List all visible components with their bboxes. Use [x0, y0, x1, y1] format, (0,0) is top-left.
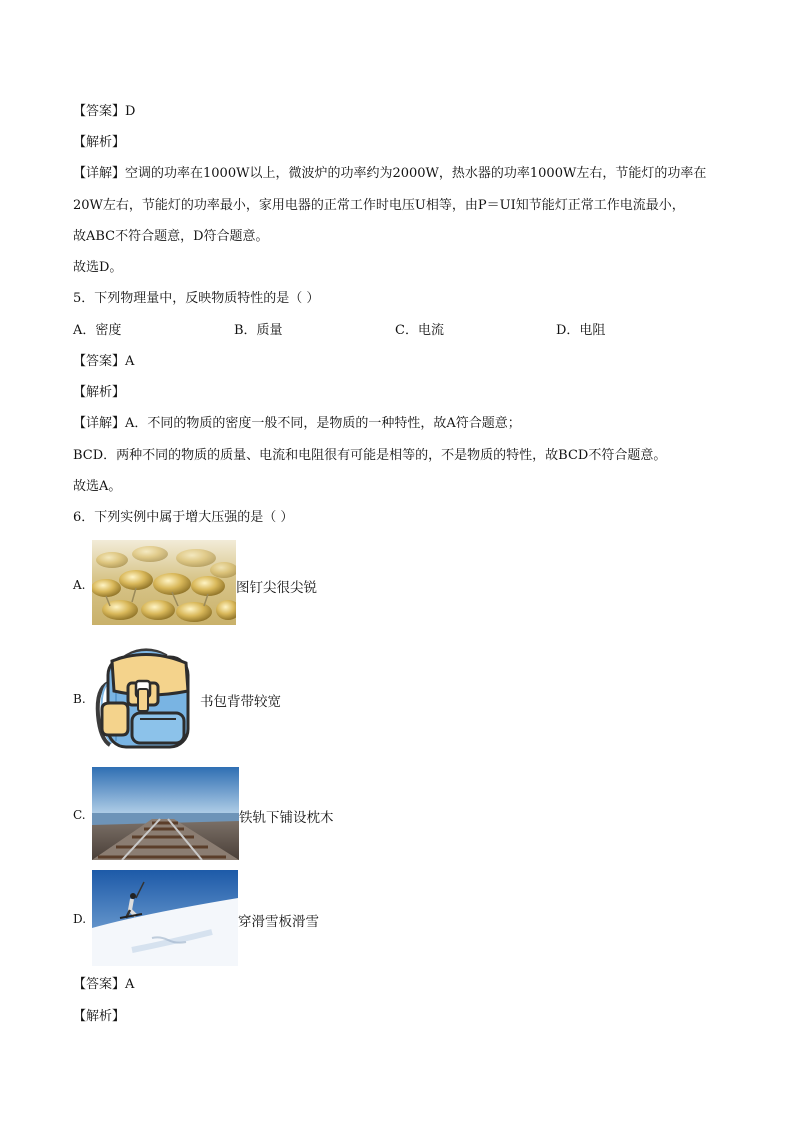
q6-option-b-text: 书包背带较宽 [200, 694, 281, 710]
railway-track-photo [92, 767, 239, 860]
q5-option-d: D．电阻 [556, 323, 606, 338]
q4-detail-line-3: 故ABC不符合题意，D符合题意。 [73, 229, 269, 244]
q4-detail-line-1: 【详解】空调的功率在1000W以上，微波炉的功率约为2000W，热水器的功率1000W左右，节能灯的功率在 [73, 166, 707, 181]
q5-conclusion: 故选A。 [73, 479, 122, 494]
thumbtacks-photo [92, 540, 236, 625]
q6-option-d-text: 穿滑雪板滑雪 [238, 914, 319, 930]
q5-detail-line-1: 【详解】A．不同的物质的密度一般不同，是物质的一种特性，故A符合题意； [73, 416, 521, 431]
q5-option-b: B．质量 [234, 323, 283, 338]
q6-question: 6．下列实例中属于增大压强的是（ ） [73, 510, 294, 525]
q5-question: 5．下列物理量中，反映物质特性的是（ ） [73, 291, 320, 306]
q6-option-a [73, 540, 373, 625]
q6-analysis-heading: 【解析】 [73, 1009, 126, 1024]
q4-answer: 【答案】D [73, 104, 136, 119]
q6-option-a-letter: A. [73, 578, 86, 592]
q5-option-a: A．密度 [73, 323, 122, 338]
q6-option-a-text: 图钉尖很尖锐 [236, 580, 317, 596]
q4-conclusion: 故选D。 [73, 260, 123, 275]
q5-option-c: C．电流 [395, 323, 444, 338]
q6-option-d [73, 870, 373, 966]
q5-answer: 【答案】A [73, 354, 135, 369]
q6-option-c [73, 767, 373, 860]
q6-option-c-letter: C. [73, 808, 86, 822]
backpack-illustration [92, 645, 200, 751]
q5-detail-line-2: BCD．两种不同的物质的质量、电流和电阻很有可能是相等的，不是物质的特性，故BCD不符合题意。 [73, 448, 667, 463]
q6-option-c-text: 铁轨下铺设枕木 [239, 810, 334, 826]
q6-option-b [73, 645, 373, 751]
q5-options [73, 322, 713, 340]
q6-option-d-letter: D. [73, 912, 87, 926]
q4-analysis-heading: 【解析】 [73, 135, 126, 150]
skier-photo [92, 870, 238, 966]
q5-analysis-heading: 【解析】 [73, 385, 126, 400]
q6-option-b-letter: B. [73, 692, 86, 706]
q6-answer: 【答案】A [73, 977, 135, 992]
q4-detail-line-2: 20W左右，节能灯的功率最小，家用电器的正常工作时电压U相等，由P＝UI知节能灯正常工作电流最小， [73, 198, 685, 213]
